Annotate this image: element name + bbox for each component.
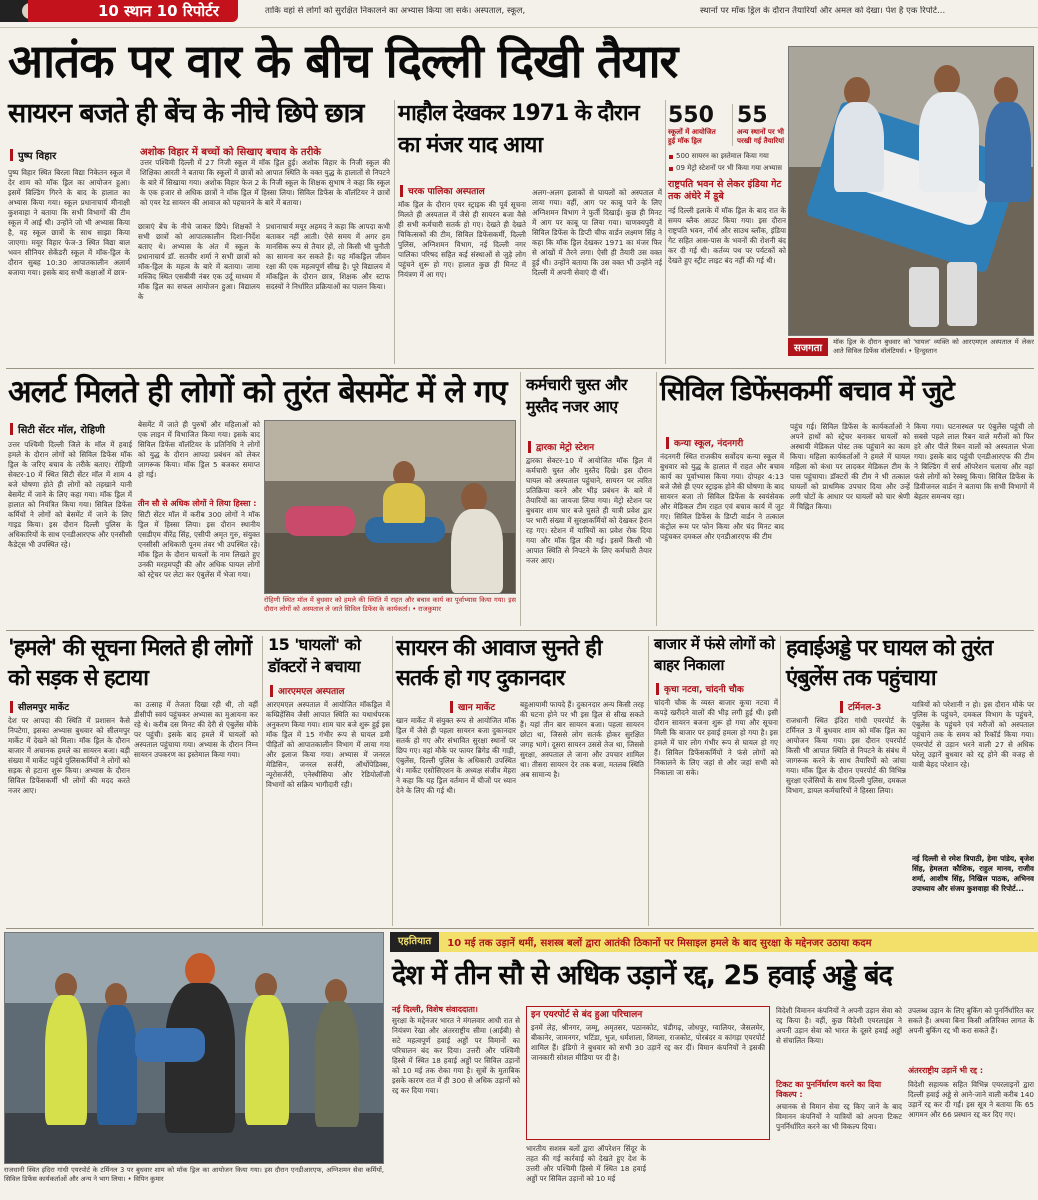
- s6-body-col1: देश पर आपदा की स्थिति में प्रशासन कैसे निपटेगा, इसका अभ्यास बुधवार को सीलमपुर मार्केट में देखने को मिला। मॉक ड्रिल के दौरान बाजार में अचानक हमले का सायरन बजा। बड़ी संख्या में मार्केट पहुंचे पुलिसकर्मियों ने लोगों को सड़क से हटाना शुरू किया। अभ्यास के दौरान सिविल डिफेंसकर्मी भी लोगों की मदद करते नजर आए।: [8, 716, 130, 795]
- s1-subhead: अशोक विहार में बच्चों को सिखाए बचाव के तरीके: [140, 147, 321, 158]
- s1-location: पुष्प विहार: [10, 148, 56, 162]
- s8-location: खान मार्केट: [450, 700, 495, 713]
- s10-body-col1: राजधानी स्थित इंदिरा गांधी एयरपोर्ट के टर्मिनल 3 में बुधवार शाम को मॉक ड्रिल का आयोजन किया गया। इस दौरान एयरपोर्ट किसी भी आपात स्थिति से निपटने के संबंध में जागरूक करने के साथ तैयारियों को जांचा गया। मॉक ड्रिल के दौरान एयरपोर्ट की विभिन्न सुरक्षा एजेंसियों के साथ दिल्ली पुलिस, दमकल विभाग, डायल कर्मचारियों ने हिस्सा लिया।: [786, 716, 906, 795]
- ehtiyat-banner: [390, 932, 1038, 952]
- s2-headline: माहौल देखकर 1971 के दौरान का मंजर याद आया: [398, 101, 639, 158]
- s8-headline: सायरन की आवाज सुनते ही सतर्क हो गए दुकानदार: [396, 636, 602, 691]
- photo1-label: सजगता: [788, 338, 828, 356]
- stats-block: [668, 104, 786, 294]
- s1-headline: सायरन बजते ही बेंच के नीचे छिपे छात्र: [8, 98, 364, 129]
- s11-body-col1: सुरक्षा के मद्देनजर भारत ने मंगलवार आधी रात से नियंत्रण रेखा और अंतरराष्ट्रीय सीमा (आईबी) से सटे महत्वपूर्ण हवाई अड्डों पर विमानों का परिचालन बंद कर दिया। उत्तरी और पश्चिमी हिस्से में स्थित 18 हवाई अड्डों पर सिविल उड़ानों को 10 मई तक रोका गया है। सूत्रों के मुताबिक इसके कारण रात में ही 300 से अधिक उड़ानों को रद्द कर दिया गया।: [392, 1016, 520, 1095]
- s5-body-col2: पहुंच गई। सिविल डिफेंस के कार्यकर्ताओं ने अपने हाथों को स्ट्रेचर बनाकर घायलों को अस्थायी मेडिकल पोस्ट तक पहुंचाने का काम किया। महिला कार्यकर्ताओं ने हमले में घायल महिला को कंधा पर लादकर मेडिकल टीम के पास पहुंचाया। डॉक्टरों की टीम ने भी तत्काल घायलों को प्राथमिक उपचार दिया और उन्हें लगी चोटों के आधार पर घायलों को चार श्रेणी में चिह्नित किया।: [790, 422, 910, 511]
- s3-body-col1: उत्तर पश्चिमी दिल्ली जिले के मॉल में हवाई हमले के दौरान लोगों को सिविल डिफेंस मॉक ड्रिल के जरिए बचाव के तरीके बताए। रोहिणी सेक्टर-10 में स्थित सिटी सेंटर मॉल में शाम 4 बजे घोषणा होते ही लोगों को तहखाने यानी बेसमेंट में जाने के लिए कहा गया। मॉक ड्रिल में हालात को नियंत्रित किया गया। सिविल डिफेंस कर्मियों ने लोगों को बेसमेंट में जाने के लिए गाइड किया। इस दौरान दिल्ली पुलिस के अधिकारियों के साथ एनडीआरएफ और एनसीसी कैडेट्स भी उपस्थित रहे।: [8, 440, 132, 549]
- blackout-headline: राष्ट्रपति भवन से लेकर इंडिया गेट तक अंधेरे में डूबे: [668, 179, 782, 202]
- s1-sub-body: उत्तर पश्चिमी दिल्ली में 27 निजी स्कूल में मॉक ड्रिल हुई। अशोक विहार के निजी स्कूल की शिक्षिका आरती ने बताया कि स्कूलों में छात्रों को आपात स्थिति के वक्त युद्ध के हालातों से निपटने के बारे में सिखाया गया। अशोक विहार फेज 2 के निजी स्कूल के शिक्षक सुभाष ने कहा कि स्कूल के एक हजार से अधिक छात्रों ने मॉक ड्रिल में हिस्सा लिया। सिविल डिफेंस के वॉलंटियर ने छात्रों को एयर रेड सायरन की आवाज को पहचानने के बारे में बताया।: [140, 158, 390, 207]
- stat-number-schools: 550: [668, 103, 714, 128]
- s7-headline: 15 'घायलों' को डॉक्टरों ने बचाया: [268, 635, 361, 676]
- s2-body-col2: अलग-अलग इलाकों से घायलों को अस्पताल में लाया गया। वहीं, आग पर काबू पाने के लिए अग्निशमन विभाग ने फुर्ती दिखाई। कुछ ही मिनट में आग पर काबू पा लिया गया। चाणक्यपुरी में सिविल डिफेंस के डिप्टी चीफ वार्डन लक्ष्मण सिंह ने कहा कि मॉक ड्रिल देखकर 1971 का मंजर फिर से आंखों में तैरने लगा। ऐसी ही तैयारी उस वक्त हुई थी। उन्होंने बताया कि उस वक्त भी उन्होंने नई दिल्ली में अपनी सेवाएं दी थीं।: [532, 188, 662, 277]
- stat-bullet-sirens: 500 सायरन का इस्तेमाल किया गया: [668, 152, 786, 161]
- s6-location: सीलमपुर मार्केट: [10, 700, 69, 713]
- s1-body-col3: प्रधानाचार्य मयूर अहमद ने कहा कि आपदा कभी बताकर नहीं आती। ऐसे समय में अगर हम मानसिक रूप से तैयार हों, तो किसी भी चुनौती का सामना कर सकते हैं। यह मॉकड्रिल जीवन रक्षा की एक महत्वपूर्ण सीख है। पूरे विद्यालय में मॉकड्रिल के दौरान छात्र, शिक्षक और स्टाफ सदस्यों ने निर्धारित प्रक्रियाओं का पालन किया।: [266, 222, 390, 291]
- s5-body-col1: नंदनगरी स्थित राजकीय सर्वोदय कन्या स्कूल में बुधवार को युद्ध के हालात में राहत और बचाव कार्य का पूर्वाभ्यास किया गया। दोपहर 4:13 बजे जैसे ही एयर स्ट्राइक होने की घोषणा के बाद सायरन बजा तो सिविल डिफेंस के स्वयंसेवक और मेडिकल टीम राहत एवं बचाव कार्य में जुट गए। सिविल डिफेंस के डिप्टी वार्डन ने तत्काल कंट्रोल रूम पर फोन किया और चंद मिनट बाद पहुंचकर दमकल और एनडीआरएफ की टीम: [660, 452, 784, 541]
- s9-location: कृचा नटवा, चांदनी चौक: [656, 682, 744, 695]
- photo1-caption: मॉक ड्रिल के दौरान बुधवार को 'घायल' व्यक्ति को आरएमएल अस्पताल में लेकर आते सिविल डिफेंस वॉलंटियर्स। • हिन्दुस्तान: [833, 338, 1034, 355]
- blackout-body: नई दिल्ली इलाके में मॉक ड्रिल के बाद रात के समय ब्लैक आउट किया गया। इस दौरान राष्ट्रपति भवन, नॉर्थ और साउथ ब्लॉक, इंडिया गेट सहित आस-पास के भवनों की रोशनी बंद कर दी गई थी। कर्तव्य पथ पर पर्यटकों को देखते हुए स्ट्रीट लाइट बंद नहीं की गई थी।: [668, 206, 786, 265]
- s10-credits: नई दिल्ली से रमेश त्रिपाठी, हेमा पांडेय, बृजेश सिंह, हेमलता कौशिक, राहुल मानव, राजीव शर्मा, आशीष सिंह, निखिल पाठक, अभिनव उपाध्याय और संजय कुशवाहा की रिपोर्ट...: [912, 854, 1034, 893]
- ehtiyat-tag: एहतियात: [390, 932, 439, 952]
- s6-headline: 'हमले' की सूचना मिलते ही लोगों को सड़क से हटाया: [8, 636, 252, 691]
- main-headline: आतंक पर वार के बीच दिल्ली दिखी तैयार: [8, 34, 678, 88]
- s11-body-col4: अचानक से विमान सेवा रद्द किए जाने के बाद विमानन कंपनियों ने यात्रियों को अपना टिकट पुनर्निर्धारित करने का भी विकल्प दिया।: [776, 1102, 902, 1131]
- airports-closed-box: [526, 1006, 770, 1140]
- s9-body: चांदनी चौक के व्यस्त बाजार कूचा नटवा में कपड़े खरीदने वालों की भीड़ लगी हुई थी। इसी दौरान सायरन बजना शुरू हो गया और सूचना मिली कि बाजार पर हवाई हमला हो गया है। इस हमले में चार लोग गंभीर रूप से घायल हो गए हैं। सिविल डिफेंसकर्मियों ने फंसे लोगों को निकालने के लिए जहां से और जहां सभी को निकाला जा सके।: [654, 698, 778, 777]
- s4-location: द्वारका मेट्रो स्टेशन: [528, 440, 594, 453]
- s3-body-col2: बेसमेंट में जाते ही पुरुषों और महिलाओं को एक लाइन में विभाजित किया गया। इसके बाद सिविल डिफेंस वॉलंटियर के प्रतिनिधि ने लोगों को युद्ध के दौरान आपदा प्रबंधन को लेकर जागरूक किया। मॉक ड्रिल 5 बजकर समाप्त हो गई।: [138, 420, 260, 479]
- s9-headline: बाजार में फंसे लोगों को बाहर निकाला: [654, 635, 775, 674]
- s2-location: चरक पालिका अस्पताल: [400, 184, 485, 197]
- s5-location: कन्या स्कूल, नंदनगरी: [666, 436, 743, 449]
- s7-location: आरएमएल अस्पताल: [270, 684, 345, 697]
- stat-label-schools: स्कूलों में आयोजित हुई मॉक ड्रिल: [668, 128, 716, 145]
- stat-label-places: अन्य स्थानों पर भी परखी गई तैयारियां: [737, 128, 785, 145]
- s10-body-col2: यात्रियों को परेशानी न हो। इस दौरान मौके पर पुलिस के पहुंचने, दमकल विभाग के पहुंचने, एंबुलेंस के पहुंचने एवं मरीजों को अस्पताल पहुंचाने तक के समय को रिकॉर्ड किया गया। एयरपोर्ट से उड़ान भरने वाली 27 से अधिक घरेलू उड़ानें बुधवार को रद्द होने की वजह से यात्री बेहद परेशान रहे।: [912, 700, 1034, 769]
- top-strip-intro-mid: ताकि वहां से लोगों को सुरक्षित निकालने का अभ्यास किया जा सके। अस्पताल, स्कूल,: [265, 6, 526, 16]
- photo-airport-drill: [4, 932, 384, 1164]
- s8-body-col1: खान मार्केट में संयुक्त रूप से आयोजित मॉक ड्रिल में जैसे ही पहला सायरन बजा दुकानदार सतर्क हो गए और संभावित सुरक्षा स्थानों पर छिप गए। वहां मौके पर फायर ब्रिगेड की गाड़ी, एंबुलेंस, दिल्ली पुलिस के अधिकारी उपस्थित थे। मार्केट एसोसिएशन के अध्यक्ष संजीव मेहरा ने कहा कि यह ड्रिल वर्तमान में चीजों पर ध्यान देने के लिए की गई थी।: [396, 716, 516, 795]
- ehtiyat-banner-text: 10 मई तक उड़ानें थमीं, सशस्त्र बलों द्वारा आतंकी ठिकानों पर मिसाइल हमले के बाद सुरक्षा के मद्देनजर उठाया कदम: [447, 938, 872, 949]
- s1-body-col2: छात्राएं बेंच के नीचे जाकर छिपे। शिक्षकों ने सभी छात्रों को आपातकालीन दिशा-निर्देश बताए थे। अभ्यास के अंत में स्कूल के प्रधानाचार्य डॉ. सतवीर शर्मा ने सभी छात्रों को मॉक-ड्रिल के महत्व के बारे में बताया। जामा मस्जिद स्थित एसबीवी नंबर एक उर्दू माध्यम में मॉक ड्रिल का सफल आयोजन हुआ। विद्यालय के: [138, 222, 260, 301]
- s3-location: सिटी सेंटर मॉल, रोहिणी: [10, 422, 105, 436]
- s3-subhead: तीन सौ से अधिक लोगों ने लिया हिस्सा :: [138, 499, 257, 508]
- s10-location: टर्मिनल-3: [840, 700, 881, 713]
- s1-body-col1: पुष्प विहार स्थित बिरला विद्या निकेतन स्कूल में देर शाम को मॉक ड्रिल का आयोजन हुआ। इसमें बिल्डिंग गिरने के बाद के हालात का अभ्यास किया गया। स्कूल प्रधानाचार्य मीनाक्षी कुशवाहा ने बताया कि सभी विभागों की टीम स्कूल में आई थी। उन्होंने जो भी अभ्यास किया है, वह स्कूल छात्रों के साथ साझा किया जाएगा। मयूर विहार फेज-3 स्थित विद्या बाल भवन सीनियर सेकेंडरी स्कूल में मॉक-ड्रिल के दौरान सुबह 10:30 आपातकालीन अलार्म बजाया गया। इसके बाद सभी कक्षाओं में छात्र-: [8, 168, 130, 277]
- s11-body-col5: उपलब्ध उड़ान के लिए बुकिंग को पुनर्निर्धारित कर सकते हैं। अथवा बिना किसी अतिरिक्त लागत के अपनी बुकिंग रद्द भी करा सकते हैं।: [908, 1006, 1034, 1035]
- s11-dateline: नई दिल्ली, विशेष संवाददाता।: [392, 1005, 478, 1014]
- photo3-caption: रोहिणी स्थित मॉल में बुधवार को हमले की स्थिति में राहत और बचाव कार्य का पूर्वाभ्यास किया गया। इस दौरान लोगों को अस्पताल ले जाते सिविल डिफेंस के कार्यकर्ता। • राजकुमार: [264, 596, 516, 613]
- s11-subhead-reschedule: टिकट का पुनर्निर्धारण करने का दिया विकल्प :: [776, 1080, 882, 1099]
- airports-box-body: इनमें लेह, श्रीनगर, जम्मू, अमृतसर, पठानकोट, चंडीगढ़, जोधपुर, ग्वालियर, जैसलमेर, बीकानेर, जामनगर, भटिंडा, भुज, धर्मशाला, शिमला, राजकोट, पोरबंदर व कांगड़ा एयरपोर्ट शामिल हैं। इंडिगो ने बुधवार को सभी 30 उड़ानें रद्द कर दीं। विमान कंपनियों ने इसकी जानकारी सोशल मीडिया पर दी है।: [531, 1023, 765, 1062]
- s2-body-col1: मॉक ड्रिल के दौरान एयर स्ट्राइक की पूर्व सूचना मिलते ही अस्पताल में जैसे ही सायरन बजा वैसे ही सभी कर्मचारी सतर्क हो गए। देखते ही देखते चिकित्सकों की टीम, सिविल डिफेंसकर्मी, दिल्ली पुलिस, अग्निशमन विभाग, नई दिल्ली नगर पालिका परिषद सहित कई संस्थाओं से जुड़े लोग पहुंचने शुरू हो गए। हालात कुछ ही मिनट में नियंत्रण में आ गए।: [398, 200, 526, 279]
- s11-body-col3: विदेशी विमानन कंपनियों ने अपनी उड़ान सेवा को रद्द किया है। वहीं, कुछ विदेशी एयरलाइंस ने अपनी उड़ान सेवा को भारत के दूसरे हवाई अड्डों से संचालित किया।: [776, 1006, 902, 1045]
- s5-body-col3: किया गया। घटनास्थल पर एंबुलेंस पहुंची तो सबसे पहले लाल रिबन वाले मरीजों को फिर हरे और पीले रिबन वालों को अस्पताल भेजा गया। इसके बाद पहुंची एनडीआरएफ की टीम ने बिल्डिंग में सर्च ऑपरेशन चलाया और वहां फंसे लोगों को रेस्क्यू किया। सिविल डिफेंस के डिवीजनल वार्डन ने बताया कि सभी विभागों में बेहतर समन्वय रहा।: [914, 422, 1034, 501]
- section-brand: 10 स्थान 10 रिपोर्टर: [28, 0, 238, 22]
- photo2-caption: राजधानी स्थित इंदिरा गांधी एयरपोर्ट के टर्मिनल 3 पर बुधवार शाम को मॉक ड्रिल का आयोजन किया गया। इस दौरान एनडीआरएफ, अग्निशमन सेवा कर्मियों, सिविल डिफेंस कार्यकर्ताओं और अन्य ने भाग लिया। • विपिन कुमार: [4, 1166, 384, 1183]
- s6-body-col2: का उत्साह में तेजता दिखा रही थी, तो वहीं डीसीपी स्वयं पहुंचकर अभ्यास का मुआयना कर रहे थे। करीब दस मिनट की देरी से एंबुलेंस मौके पर पहुंची। इसके बाद हमले में घायलों को अस्पताल पहुंचाया गया। अभ्यास के दौरान निम्न सायरन उपकरण का इस्तेमाल किया गया।: [134, 700, 258, 759]
- s11-body-col6: विदेशी सहायक सहित विभिन्न एयरलाइनों द्वारा दिल्ली हवाई अड्डे से आने-जाने वाली करीब 140 उड़ानें रद्द कर दी गईं। इस सूत्र ने बताया कि 65 आगमन और 66 प्रस्थान रद्द कर दिए गए।: [908, 1080, 1034, 1119]
- s11-body-col2: भारतीय सशस्त्र बलों द्वारा ऑपरेशन सिंदूर के तहत की गई कार्रवाई को देखते हुए देश के उत्तरी और पश्चिमी हिस्से में स्थित 18 हवाई अड्डों पर सिविल उड़ानों को 10 मई: [526, 1144, 646, 1183]
- s8-body-col2: बहुआयामी फायदे हैं। दुकानदार अन्य किसी तरह की घटना होने पर भी इस ड्रिल से सीख सकते हैं। यहां तीन बार सायरन बजा। पहला सायरन छोटा था, जिससे लोग सतर्क होकर सुरक्षित जगह भागे। दूसरा सायरन उससे तेज था, जिससे सुरक्षा, अस्पताल ले जाना और उपचार शामिल था। तीसरा सायरन देर तक बजा, मतलब स्थिति अब सामान्य है।: [520, 700, 644, 779]
- stat-number-places: 55: [737, 103, 768, 128]
- s4-body: द्वारका सेक्टर-10 में आयोजित मॉक ड्रिल में कर्मचारी चुस्त और मुस्तैद दिखे। इस दौरान घायल को अस्पताल पहुंचाने, सायरन पर त्वरित प्रतिक्रिया करने और भीड़ प्रबंधन के बारे में तैयारियों का जायजा लिया गया। मेट्रो स्टेशन पर बुधवार शाम चार बजे घुसते ही यात्री प्रवेश द्वार पर भारी संख्या में सुरक्षाकर्मियों को देखकर हैरान रह गए। स्टेशन में यात्रियों का प्रवेश रोक दिया गया और मॉक ड्रिल की गई। इसमें किसी भी आपात स्थिति से निपटने के लिए कर्मचारी तैयार नजर आए।: [526, 456, 652, 565]
- s3-body-col3: सिटी सेंटर मॉल में करीब 300 लोगों ने मॉक ड्रिल में हिस्सा लिया। इस दौरान स्थानीय एसडीएम वीरेंद्र सिंह, एसीपी अमृत गुरु, संयुक्त एनसीसी अधिकारी पूनम तंवर भी उपस्थित रहे। मॉक ड्रिल के दौरान घायलों के नाम लिखते हुए उनकी मरहमपट्टी की और अधिक घायल लोगों को स्ट्रेचर पर लेटा कर एंबुलेंस में भेजा गया।: [138, 510, 260, 579]
- s11-subhead-international: अंतरराष्ट्रीय उड़ानें भी रद्द :: [908, 1066, 984, 1075]
- photo-mall-basement: [264, 420, 516, 594]
- s5-headline: सिविल डिफेंसकर्मी बचाव में जुटे: [660, 376, 954, 407]
- airports-box-head: इन एयरपोर्ट से बंद हुआ परिचालन: [531, 1010, 643, 1020]
- photo-stretcher: [788, 46, 1034, 336]
- s4-headline: कर्मचारी चुस्त और मुस्तैद नजर आए: [526, 375, 627, 416]
- s11-headline: देश में तीन सौ से अधिक उड़ानें रद्द, 25 हवाई अड्डे बंद: [392, 960, 892, 991]
- top-strip-intro-right: स्थानों पर मॉक ड्रिल के दौरान तैयारियों और अमल को देखा। पेश है एक रिपोर्ट...: [700, 6, 946, 16]
- stat-bullet-metro: 09 मेट्रो स्टेशनों पर भी किया गया अभ्यास: [668, 164, 786, 173]
- photo1-caption-row: [788, 338, 1034, 364]
- top-strip: [0, 0, 1038, 28]
- s3-headline: अलर्ट मिलते ही लोगों को तुरंत बेसमेंट में ले गए: [8, 374, 507, 410]
- s7-body: आरएमएल अस्पताल में आयोजित मॉकड्रिल में कम्प्रिहेंसिव जैसी आपात स्थिति का यथार्थपरक अनुकरण किया गया। शाम चार बजे शुरू हुई इस मॉक ड्रिल में 15 गंभीर रूप से घायल डमी पीड़ितों को आपातकालीन विभाग में लाया गया और इलाज किया गया। अभ्यास में जनरल मेडिसिन, जनरल सर्जरी, ऑर्थोपेडिक्स, न्यूरोसर्जरी, एनेस्थीसिया और रेडियोलॉजी विभागों को सक्रिय भागीदारी रही।: [266, 700, 390, 789]
- s10-headline: हवाईअड्डे पर घायल को तुरंत एंबुलेंस तक पहुंचाया: [786, 636, 993, 691]
